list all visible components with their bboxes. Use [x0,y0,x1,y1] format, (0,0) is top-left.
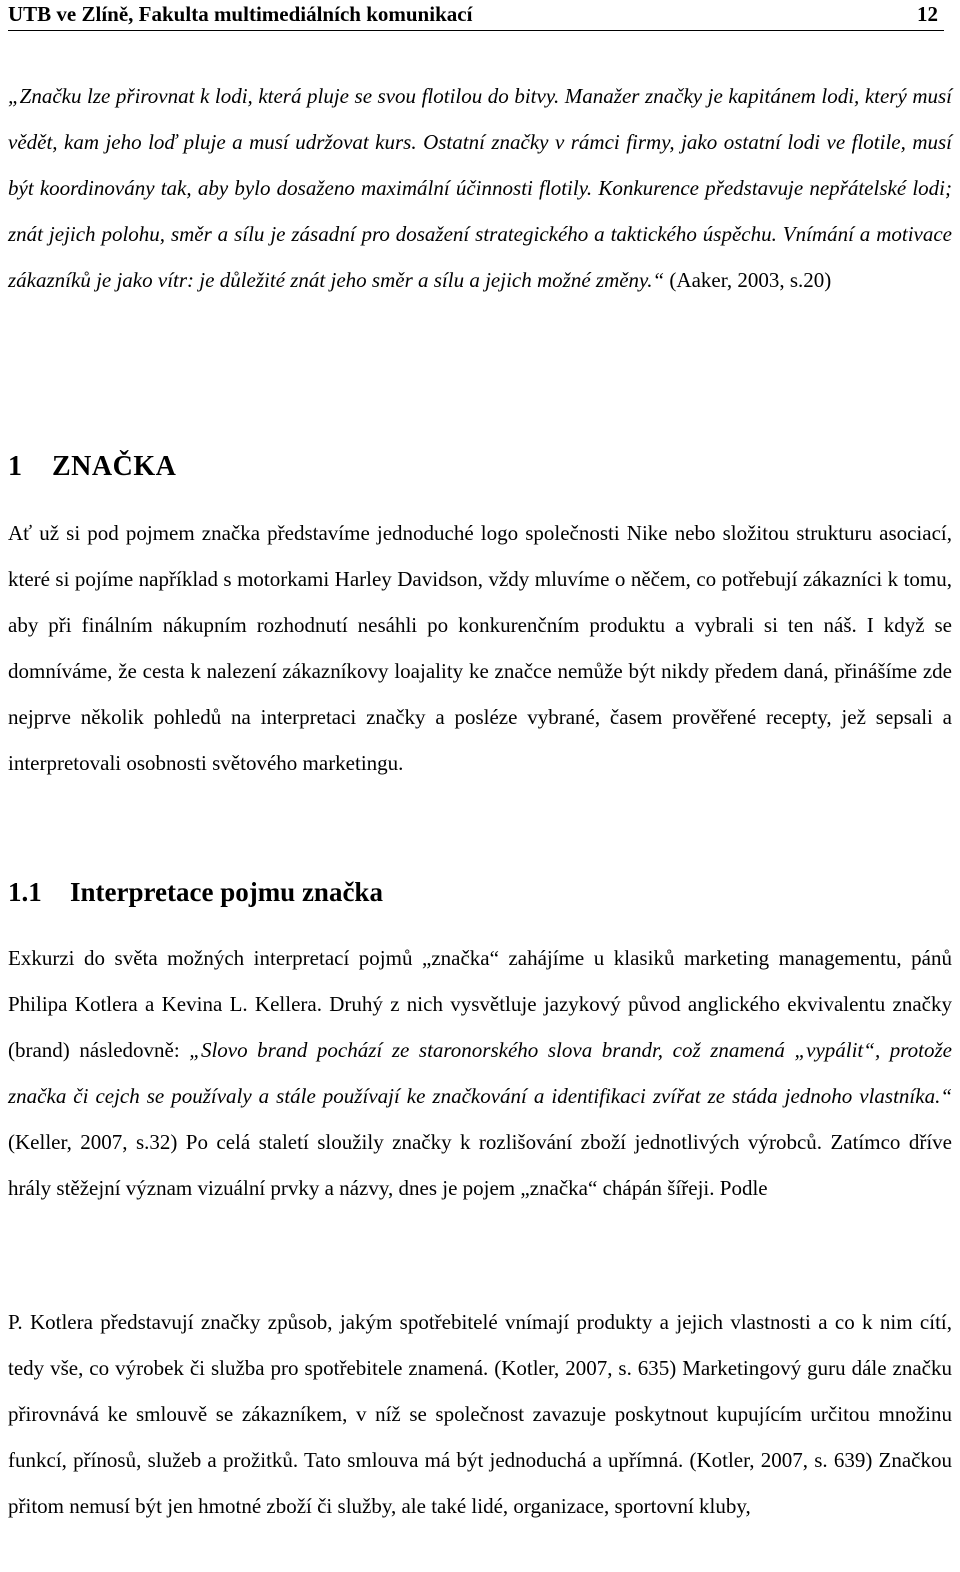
chapter-paragraph [8,510,952,786]
quote-paragraph [8,73,952,303]
quote-citation: (Aaker, 2003, s.20) [664,268,832,292]
page-number: 12 [917,2,938,26]
chapter-heading [8,451,176,483]
section-number: 1.1 [8,877,42,907]
section-text-2: (Keller, 2007, s.32) Po celá staletí sloužily značky k rozlišování zboží jednotlivých výrobců. Zatímco dříve hrály stěžejní význam vizuální prvky a názvy, dnes je pojem „značka“ chápán šířeji. Podle [8,1130,952,1200]
section-text-1: Exkurzi do světa možných interpretací pojmů „značka“ zahájíme u klasiků marketing managementu, pánů Philipa Kotlera a Kevina L. Kellera. Druhý z nich vysvětluje jazykový původ anglického ekvivalentu značky (brand) následovně: [8,946,952,1062]
chapter-paragraph-text: Ať už si pod pojmem značka představíme jednoduché logo společnosti Nike nebo složitou strukturu asociací, které si pojíme například s motorkami Harley Davidson, vždy mluvíme o něčem, co potřebují zákazníci k tomu, aby při finálním nákupním rozhodnutí nesáhli po konkurenčním produktu a vybrali si ten náš. I když se domníváme, že cesta k nalezení zákazníkovy loajality ke značce nemůže být nikdy předem daná, přinášíme zde nejprve několik pohledů na interpretaci značky a posléze vybrané, časem prověřené recepty, jež sepsali a interpretovali osobnosti světového marketingu. [8,521,952,775]
kotler-paragraph-text: P. Kotlera představují značky způsob, jakým spotřebitelé vnímají produkty a jejich vlastnosti a co k nim cítí, tedy vše, co výrobek či služba pro spotřebitele znamená. (Kotler, 2007, s. 635) Marketingový guru dále značku přirovnává ke smlouvě se zákazníkem, v níž se společnost zavazuje poskytnout kupujícím určitou množinu funkcí, přínosů, služeb a prožitků. Tato smlouva má být jednoduchá a upřímná. (Kotler, 2007, s. 639) Značkou přitom nemusí být jen hmotné zboží či služby, ale také lidé, organizace, sportovní kluby, [8,1310,952,1518]
quote-text: „Značku lze přirovnat k lodi, která pluje se svou flotilou do bitvy. Manažer značky je kapitánem lodi, který musí vědět, kam jeho loď pluje a musí udržovat kurs. Ostatní značky v rámci firmy, jako ostatní lodi ve flotile, musí být koordinovány tak, aby bylo dosaženo maximální účinnosti flotily. Konkurence představuje nepřátelské lodi; znát jejich polohu, směr a sílu je zásadní pro dosažení strategického a taktického úspěchu. Vnímání a motivace zákazníků je jako vítr: je důležité znát jeho směr a sílu a jejich možné změny.“ [8,84,952,292]
chapter-number: 1 [8,451,23,482]
page-header [8,0,944,31]
kotler-paragraph [8,1299,952,1529]
section-paragraph [8,935,952,1211]
chapter-title: ZNAČKA [52,451,177,482]
section-heading [8,877,383,908]
header-title: UTB ve Zlíně, Fakulta multimediálních komunikací [8,2,473,26]
keller-quote: „Slovo brand pochází ze staronorského slova brandr, což znamená „vypálit“, protože značka či cejch se používaly a stále používají ke značkování a identifikaci zvířat ze stáda jednoho vlastníka.“ [8,1038,952,1108]
section-title: Interpretace pojmu značka [70,877,383,907]
